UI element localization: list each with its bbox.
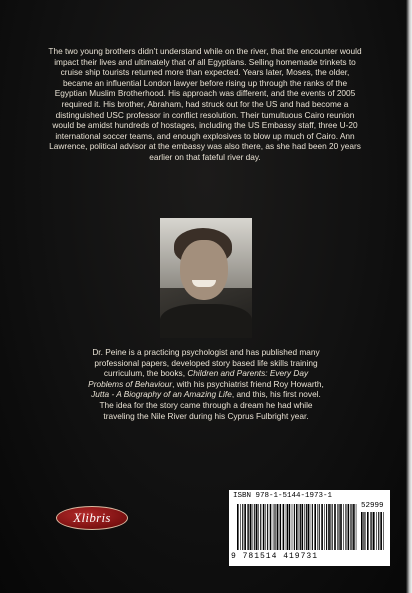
book-blurb: The two young brothers didn’t understand while on the river, that the encounter would impact their lives and ultimately that of all Egyptians. Selling homemade trinkets to cruise ship tourists returned more than expected. Years later, Moses, the older, became an influential London lawyer before rising up through the ranks of the Egyptian Muslim Brotherhood. His approach was different, and the events of 2005 required it. His brother, Abraham, had struck out for the US and had become a distinguished USC professor in conflict resolution. Their tumultuous Cairo reunion would be amidst hundreds of hostages, including the US Embassy staff, three U-20 international soccer teams, and enough explosives to blow up much of Cairo. Ann Lawrence, political advisor at the embassy was also there, as she had been 20 years earlier on that fateful river day. [48, 46, 362, 162]
barcode-digits: 9 781514 419731 [231, 552, 319, 561]
isbn-barcode [229, 490, 390, 566]
barcode-addon-bars [361, 512, 385, 550]
page-edge [406, 0, 412, 593]
bio-text-1: Dr. Peine is a practicing psychologist and has published many professional papers, developed story based life skills training curriculum, the books, [92, 347, 320, 379]
barcode-bars [237, 504, 357, 550]
bio-book-title-1: Children and Parents: Every Day Problems of Behaviour [88, 368, 309, 389]
author-photo [160, 218, 252, 338]
publisher-logo: Xlibris [56, 506, 128, 530]
bio-book-title-2: Jutta - A Biography of an Amazing Life [91, 389, 232, 400]
bio-text-2: , with his psychiatrist friend Roy Howarth, [172, 378, 324, 389]
barcode-addon-number: 52999 [361, 502, 384, 510]
isbn-label: ISBN 978-1-5144-1973-1 [233, 492, 333, 500]
bio-text-3: , and this, his first novel. The idea for the story came through a dream he had while traveling the Nile River during his Cyprus Fulbright year. [99, 389, 321, 421]
author-bio [88, 347, 324, 421]
